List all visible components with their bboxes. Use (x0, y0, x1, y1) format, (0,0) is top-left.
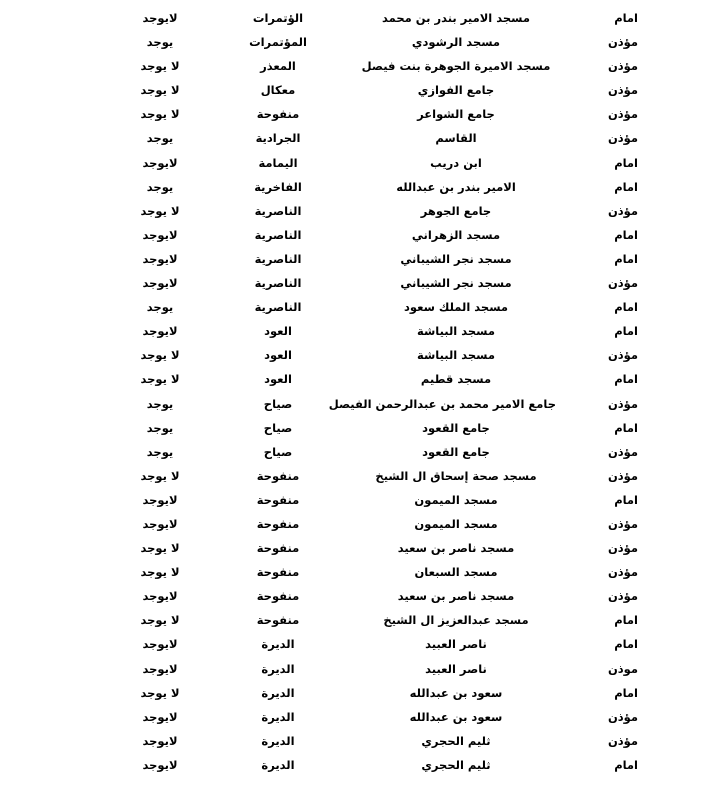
status-cell: لايوجد (142, 757, 178, 772)
mosque-name-cell: مسجد عبدالعزيز ال الشيخ (383, 613, 529, 628)
mosque-name-cell: مسجد البياشة (416, 324, 495, 339)
mosque-name-cell: جامع القعود (422, 444, 490, 459)
table-row (0, 295, 726, 319)
table-row (0, 392, 726, 416)
table-row (0, 199, 726, 223)
district-cell: منفوحة (256, 565, 300, 580)
table-row (0, 223, 726, 247)
status-cell: يوجد (146, 300, 174, 315)
role-cell: مؤذن (607, 83, 638, 98)
mosque-name-cell: الامير بندر بن عبدالله (396, 179, 516, 194)
district-cell: المؤتمرات (249, 35, 307, 50)
mosque-name-cell: ناصر العبيد (425, 637, 487, 652)
role-cell: مؤذن (607, 565, 638, 580)
role-cell: مؤذن (607, 733, 638, 748)
role-cell: مؤذن (607, 709, 638, 724)
status-cell: لايوجد (142, 155, 178, 170)
table-row (0, 608, 726, 632)
role-cell: مؤذن (607, 516, 638, 531)
status-cell: لايوجد (142, 661, 178, 676)
role-cell: موذن (607, 661, 638, 676)
role-cell: امام (614, 251, 638, 266)
table-row (0, 681, 726, 705)
mosque-name-cell: سعود بن عبدالله (409, 709, 503, 724)
district-cell: الديرة (261, 733, 295, 748)
district-cell: الناصرية (254, 227, 302, 242)
status-cell: لايوجد (142, 709, 178, 724)
status-cell: لايوجد (142, 227, 178, 242)
table-row (0, 367, 726, 391)
table-row (0, 126, 726, 150)
role-cell: مؤذن (607, 276, 638, 291)
district-cell: العود (264, 324, 292, 339)
table-row (0, 488, 726, 512)
table-row (0, 30, 726, 54)
role-cell: مؤذن (607, 131, 638, 146)
mosque-name-cell: مسجد نجر الشيباني (400, 276, 512, 291)
mosque-name-cell: القاسم (435, 131, 477, 146)
mosque-name-cell: مسجد الامير بندر بن محمد (382, 11, 530, 25)
status-cell: لايوجد (142, 251, 178, 266)
mosque-name-cell: مسجد الميمون (414, 492, 498, 507)
table-row (0, 78, 726, 102)
status-cell: لايوجد (142, 276, 178, 291)
role-cell: مؤذن (607, 444, 638, 459)
status-cell: لايوجد (142, 733, 178, 748)
role-cell: امام (614, 372, 638, 387)
district-cell: اليمامة (258, 155, 298, 170)
status-cell: لايوجد (142, 11, 178, 25)
mosque-name-cell: جامع الامير محمد بن عبدالرحمن الفيصل (328, 396, 556, 411)
status-cell: يوجد (146, 35, 174, 50)
district-cell: منفوحة (256, 589, 300, 604)
table-row (0, 536, 726, 560)
table-row (0, 440, 726, 464)
table-row (0, 512, 726, 536)
district-cell: الناصرية (254, 251, 302, 266)
mosque-name-cell: جامع القعود (422, 420, 490, 435)
district-cell: منفوحة (256, 492, 300, 507)
role-cell: امام (614, 179, 638, 194)
table-row (0, 319, 726, 343)
table-row (0, 560, 726, 584)
table-row (0, 271, 726, 295)
status-cell: لا يوجد (140, 685, 180, 700)
district-cell: منفوحة (256, 613, 300, 628)
role-cell: امام (614, 227, 638, 242)
district-cell: معكال (260, 83, 296, 98)
mosque-name-cell: مسجد نجر الشيباني (400, 251, 512, 266)
district-cell: الناصرية (254, 203, 302, 218)
status-cell: لايوجد (142, 492, 178, 507)
mosque-name-cell: مسجد الملك سعود (403, 300, 509, 315)
status-cell: لايوجد (142, 637, 178, 652)
district-cell: منفوحة (256, 516, 300, 531)
status-cell: يوجد (146, 131, 174, 146)
mosque-name-cell: مسجد الاميرة الجوهرة بنت فيصل (361, 59, 551, 74)
mosque-name-cell: جامع الشواعر (417, 107, 495, 122)
table-row (0, 175, 726, 199)
district-cell: منفوحة (256, 107, 300, 122)
status-cell: لا يوجد (140, 468, 180, 483)
table-row (0, 54, 726, 78)
role-cell: امام (614, 11, 638, 25)
table-row (0, 151, 726, 175)
role-cell: امام (614, 685, 638, 700)
role-cell: مؤذن (607, 468, 638, 483)
status-cell: يوجد (146, 179, 174, 194)
mosque-name-cell: مسجد الميمون (414, 516, 498, 531)
district-cell: العود (264, 348, 292, 363)
role-cell: مؤذن (607, 396, 638, 411)
status-cell: لا يوجد (140, 203, 180, 218)
district-cell: الجرادية (255, 131, 301, 146)
status-cell: لا يوجد (140, 613, 180, 628)
status-cell: يوجد (146, 420, 174, 435)
table-row (0, 416, 726, 440)
district-cell: الديرة (261, 685, 295, 700)
district-cell: الؤتمرات (252, 11, 304, 25)
status-cell: يوجد (146, 396, 174, 411)
status-cell: لايوجد (142, 516, 178, 531)
district-cell: الديرة (261, 709, 295, 724)
district-cell: صياح (263, 396, 293, 411)
role-cell: امام (614, 420, 638, 435)
mosque-name-cell: جامع الجوهر (420, 203, 492, 218)
district-cell: الناصرية (254, 276, 302, 291)
mosque-staff-list (0, 6, 726, 777)
role-cell: مؤذن (607, 348, 638, 363)
district-cell: العود (264, 372, 292, 387)
status-cell: لا يوجد (140, 348, 180, 363)
role-cell: مؤذن (607, 589, 638, 604)
district-cell: الديرة (261, 757, 295, 772)
role-cell: امام (614, 300, 638, 315)
table-row (0, 6, 726, 30)
role-cell: مؤذن (607, 107, 638, 122)
district-cell: المعذر (260, 59, 296, 74)
role-cell: امام (614, 637, 638, 652)
role-cell: امام (614, 324, 638, 339)
district-cell: الناصرية (254, 300, 302, 315)
mosque-name-cell: مسجد صحة إسحاق ال الشيخ (375, 468, 537, 483)
mosque-name-cell: مسجد الرشودي (411, 35, 501, 50)
district-cell: منفوحة (256, 541, 300, 556)
status-cell: لايوجد (142, 589, 178, 604)
mosque-name-cell: سعود بن عبدالله (409, 685, 503, 700)
table-row (0, 657, 726, 681)
role-cell: مؤذن (607, 203, 638, 218)
district-cell: صياح (263, 420, 293, 435)
status-cell: لا يوجد (140, 83, 180, 98)
role-cell: امام (614, 155, 638, 170)
district-cell: الديرة (261, 637, 295, 652)
mosque-name-cell: مسجد الزهراني (411, 227, 501, 242)
role-cell: مؤذن (607, 541, 638, 556)
role-cell: مؤذن (607, 35, 638, 50)
table-row (0, 705, 726, 729)
table-row (0, 343, 726, 367)
status-cell: لا يوجد (140, 107, 180, 122)
mosque-name-cell: ابن دريب (430, 155, 482, 170)
table-row (0, 102, 726, 126)
role-cell: مؤذن (607, 59, 638, 74)
table-row (0, 584, 726, 608)
table-row (0, 464, 726, 488)
status-cell: يوجد (146, 444, 174, 459)
status-cell: لايوجد (142, 324, 178, 339)
status-cell: لا يوجد (140, 372, 180, 387)
district-cell: منفوحة (256, 468, 300, 483)
table-row (0, 729, 726, 753)
table-row (0, 632, 726, 656)
role-cell: امام (614, 613, 638, 628)
mosque-name-cell: مسجد قطيم (420, 372, 492, 387)
status-cell: لا يوجد (140, 59, 180, 74)
mosque-name-cell: مسجد ناصر بن سعيد (397, 541, 515, 556)
role-cell: امام (614, 757, 638, 772)
status-cell: لا يوجد (140, 565, 180, 580)
mosque-name-cell: مسجد ناصر بن سعيد (397, 589, 515, 604)
district-cell: الفاخرية (254, 179, 302, 194)
table-row (0, 247, 726, 271)
status-cell: لا يوجد (140, 541, 180, 556)
mosque-name-cell: ثليم الحجري (421, 757, 491, 772)
role-cell: امام (614, 492, 638, 507)
mosque-name-cell: ناصر العبيد (425, 661, 487, 676)
mosque-name-cell: مسجد البياشة (416, 348, 495, 363)
district-cell: الديرة (261, 661, 295, 676)
table-row (0, 753, 726, 777)
mosque-name-cell: مسجد السبعان (414, 565, 498, 580)
mosque-name-cell: ثليم الحجري (421, 733, 491, 748)
district-cell: صياح (263, 444, 293, 459)
mosque-name-cell: جامع الفوازي (417, 83, 495, 98)
